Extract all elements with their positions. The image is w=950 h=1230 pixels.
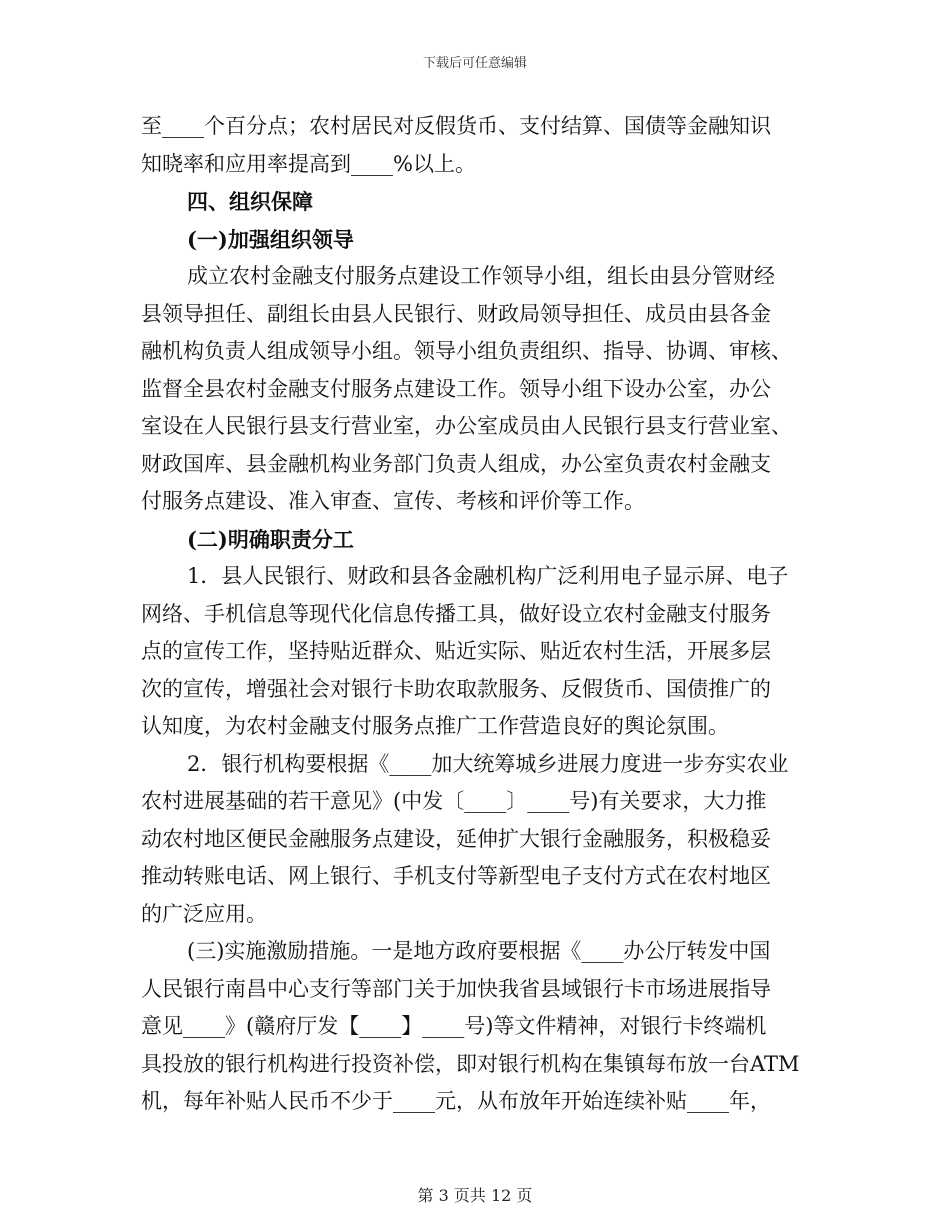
paragraph-start: 2．银行机构要根据《____加大统筹城乡进展力度进一步夯实农业: [187, 751, 789, 776]
text-line: 认知度，为农村金融支付服务点推广工作营造良好的舆论氛围。: [141, 714, 729, 738]
section-heading: 四、组织保障: [187, 189, 313, 214]
text-line: 监督全县农村金融支付服务点建设工作。领导小组下设办公室，办公: [141, 376, 771, 401]
page-number: 第 3 页共 12 页: [417, 1186, 533, 1205]
text-line: 机，每年补贴人民币不少于____元，从布放年开始连续补贴____年，: [141, 1089, 771, 1113]
document-body: [141, 108, 809, 1121]
text-line: 至____个百分点；农村居民对反假货币、支付结算、国债等金融知识: [141, 114, 771, 138]
text-line: 网络、手机信息等现代化信息传播工具，做好设立农村金融支付服务: [141, 601, 771, 626]
text-line: 次的宣传，增强社会对银行卡助农取款服务、反假货币、国债推广的: [141, 676, 771, 701]
text-line: 具投放的银行机构进行投资补偿，即对银行机构在集镇每布放一台ATM: [141, 1051, 800, 1076]
paragraph-start: 成立农村金融支付服务点建设工作领导小组，组长由县分管财经: [187, 264, 775, 288]
text-line: 点的宣传工作，坚持贴近群众、贴近实际、贴近农村生活，开展多层: [141, 639, 771, 663]
text-line: 财政国库、县金融机构业务部门负责人组成，办公室负责农村金融支: [141, 451, 771, 476]
text-line: 人民银行南昌中心支行等部门关于加快我省县域银行卡市场进展指导: [141, 976, 771, 1001]
subsection-heading: (一)加强组织领导: [187, 226, 354, 252]
page-header: 下载后可任意编辑: [422, 56, 527, 71]
paragraph-start: 1．县人民银行、财政和县各金融机构广泛利用电子显示屏、电子: [187, 564, 789, 588]
text-line: 付服务点建设、准入审查、宣传、考核和评价等工作。: [141, 489, 645, 513]
paragraph-start: (三)实施激励措施。一是地方政府要根据《____办公厅转发中国: [187, 939, 771, 963]
text-line: 农村进展基础的若干意见》(中发〔____〕____号)有关要求，大力推: [141, 789, 767, 813]
text-line: 的广泛应用。: [141, 901, 267, 926]
text-line: 知晓率和应用率提高到____%以上。: [141, 151, 476, 176]
text-line: 动农村地区便民金融服务点建设，延伸扩大银行金融服务，积极稳妥: [141, 826, 771, 851]
text-line: 室设在人民银行县支行营业室，办公室成员由人民银行县支行营业室、: [141, 414, 792, 438]
text-line: 意见____》(赣府厅发【____】____号)等文件精神，对银行卡终端机: [141, 1014, 767, 1038]
text-line: 推动转账电话、网上银行、手机支付等新型电子支付方式在农村地区: [141, 864, 771, 888]
subsection-heading: (二)明确职责分工: [187, 526, 354, 552]
text-line: 县领导担任、副组长由县人民银行、财政局领导担任、成员由县各金: [141, 301, 771, 326]
text-line: 融机构负责人组成领导小组。领导小组负责组织、指导、协调、审核、: [141, 339, 792, 363]
